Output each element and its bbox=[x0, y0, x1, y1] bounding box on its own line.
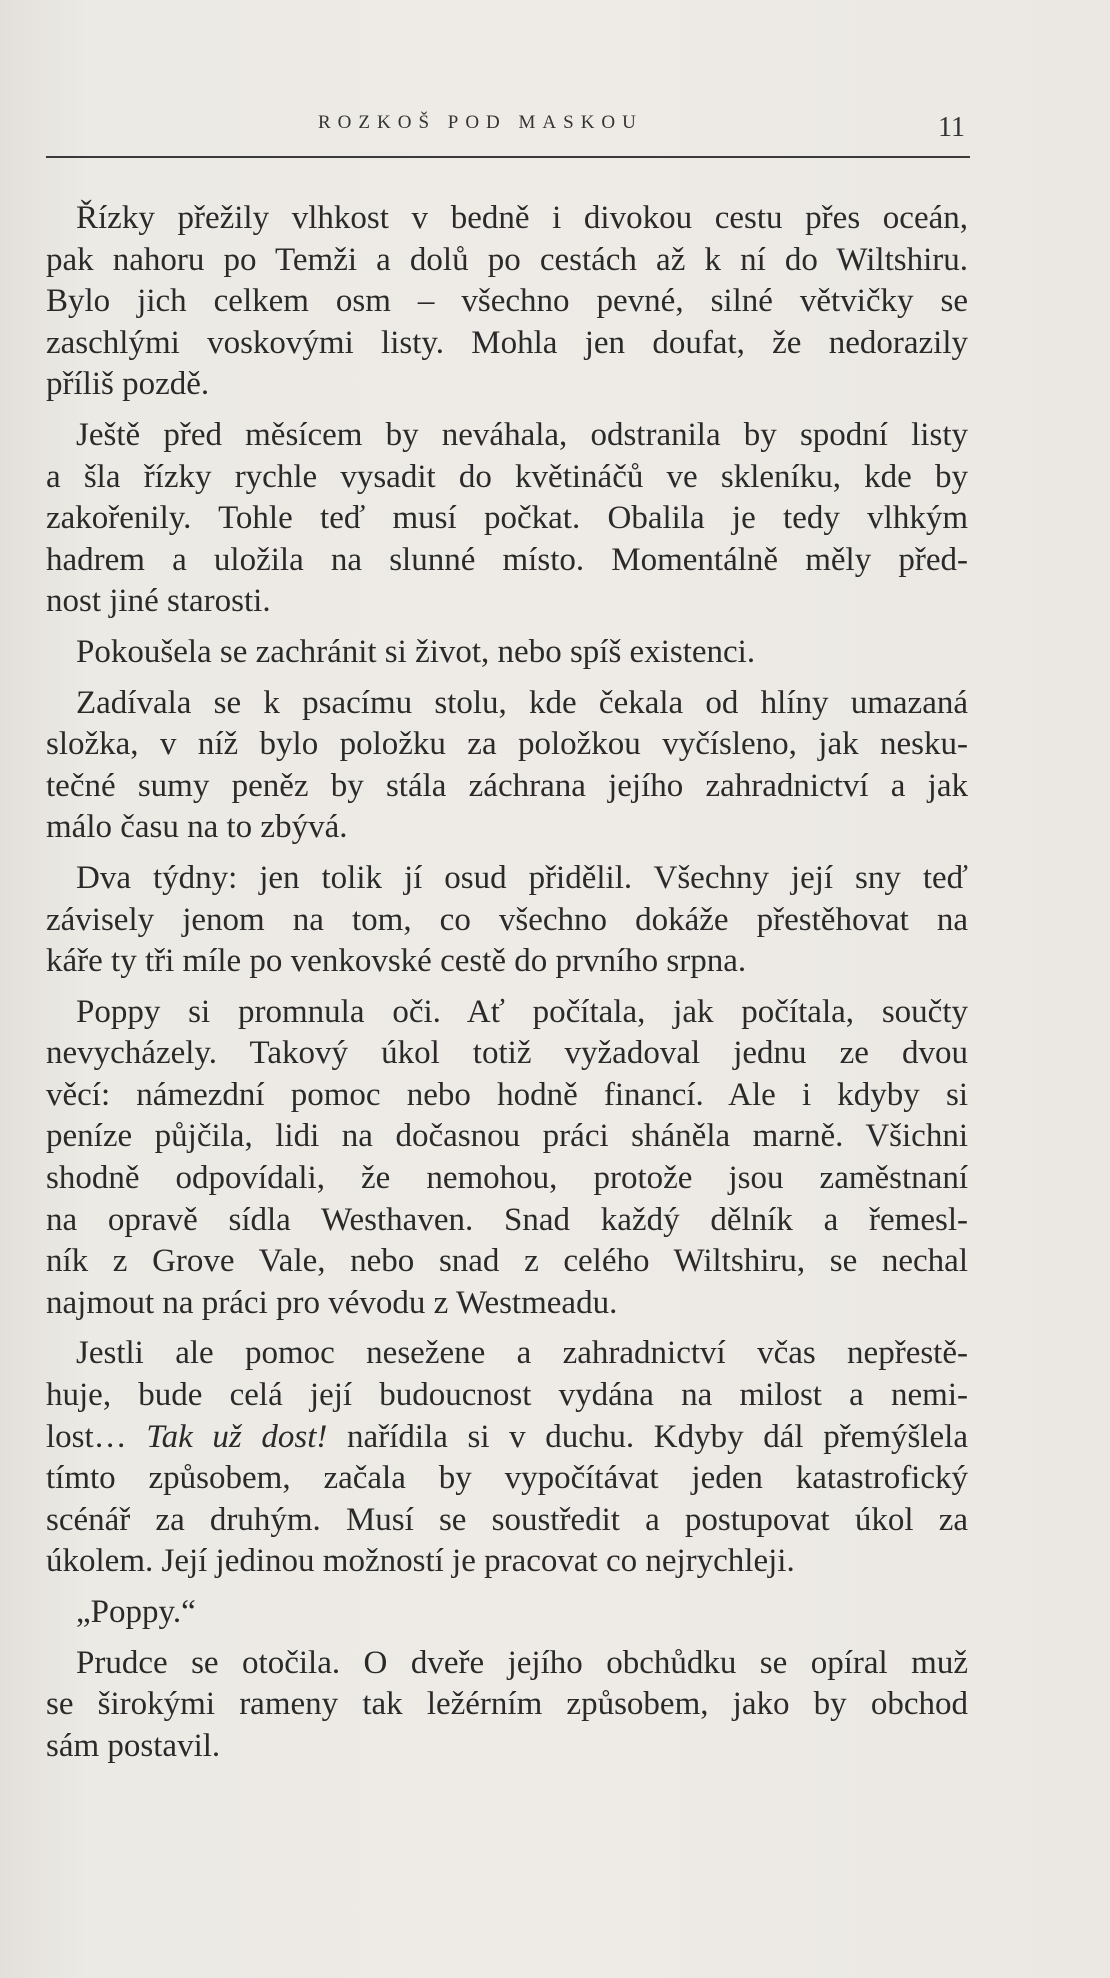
text-line: sám postavil. bbox=[46, 1727, 221, 1764]
text-line: Řízky přežily vlhkost v bedně i divokou cestu přes oceán, bbox=[76, 200, 968, 236]
text-line: Prudce se otočila. O dveře jejího obchůdku se opíral muž bbox=[76, 1644, 968, 1681]
text-line: Ještě před měsícem by neváhala, odstranila by spodní listy bbox=[76, 416, 968, 453]
text-line: scénář za druhým. Musí se soustředit a postupovat úkol za bbox=[46, 1501, 968, 1538]
paragraph-1 bbox=[46, 198, 968, 406]
text-line: Pokoušela se zachránit si život, nebo spíš existenci. bbox=[76, 633, 756, 670]
text-line: na opravě sídla Westhaven. Snad každý dělník a řemesl- bbox=[46, 1201, 968, 1238]
text-line: káře ty tři míle po venkovské cestě do prvního srpna. bbox=[46, 943, 747, 980]
text-line: a šla řízky rychle vysadit do květináčů ve skleníku, kde by bbox=[46, 458, 968, 495]
header-rule bbox=[46, 156, 970, 158]
text-line: Zadívala se k psacímu stolu, kde čekala od hlíny umazaná bbox=[76, 684, 968, 721]
text-line: málo času na to zbývá. bbox=[46, 809, 348, 846]
text-line: Bylo jich celkem osm – všechno pevné, silné větvičky se bbox=[46, 283, 968, 320]
paragraph-7 bbox=[46, 1333, 968, 1583]
page-number: 11 bbox=[938, 112, 965, 143]
text-line: úkolem. Její jedinou možností je pracovat co nejrychleji. bbox=[46, 1543, 795, 1580]
paragraph-4 bbox=[46, 683, 968, 849]
text-line: tečné sumy peněz by stála záchrana jejího zahradnictví a jak bbox=[46, 767, 968, 804]
text-line: Dva týdny: jen tolik jí osud přidělil. Všechny její sny teď bbox=[76, 859, 968, 896]
text-segment: nařídila si v duchu. Kdyby dál přemýšlela bbox=[327, 1418, 968, 1455]
text-line: se širokými rameny tak ležérním způsobem, jako by obchod bbox=[46, 1686, 968, 1723]
text-line: „Poppy.“ bbox=[76, 1594, 196, 1630]
paragraph-5 bbox=[46, 858, 968, 983]
text-segment: lost… bbox=[46, 1418, 147, 1455]
running-title: ROZKOŠ POD MASKOU bbox=[318, 112, 643, 133]
text-line: závisely jenom na tom, co všechno dokáže přestěhovat na bbox=[46, 901, 968, 938]
body-text bbox=[46, 198, 968, 1767]
text-line: najmout na práci pro vévodu z Westmeadu. bbox=[46, 1284, 618, 1321]
text-line: hadrem a uložila na slunné místo. Momentálně měly před- bbox=[46, 541, 968, 578]
text-line: ník z Grove Vale, nebo snad z celého Wiltshiru, se nechal bbox=[46, 1243, 968, 1280]
text-line: Jestli ale pomoc nesežene a zahradnictví včas nepřestě- bbox=[76, 1335, 968, 1372]
paragraph-2 bbox=[46, 415, 968, 623]
text-line: zakořenily. Tohle teď musí počkat. Obalila je tedy vlhkým bbox=[46, 500, 968, 537]
italic-phrase: Tak už dost! bbox=[146, 1418, 328, 1455]
text-line: tímto způsobem, začala by vypočítávat jeden katastrofický bbox=[46, 1460, 968, 1497]
text-line: zaschlými voskovými listy. Mohla jen doufat, že nedorazily bbox=[46, 324, 968, 361]
paragraph-6 bbox=[46, 992, 968, 1325]
text-line: věcí: námezdní pomoc nebo hodně financí. Ale i kdyby si bbox=[46, 1076, 968, 1113]
text-line: složka, v níž bylo položku za položkou vyčísleno, jak nesku- bbox=[46, 726, 968, 763]
text-line: huje, bude celá její budoucnost vydána na milost a nemi- bbox=[46, 1377, 968, 1414]
paragraph-8 bbox=[46, 1592, 968, 1634]
text-line: shodně odpovídali, že nemohou, protože jsou zaměstnaní bbox=[46, 1160, 968, 1197]
text-line: nost jiné starosti. bbox=[46, 583, 271, 620]
text-line: peníze půjčila, lidi na dočasnou práci sháněla marně. Všichni bbox=[46, 1118, 968, 1155]
text-line: pak nahoru po Temži a dolů po cestách až k ní do Wiltshiru. bbox=[46, 241, 968, 278]
text-line bbox=[46, 1417, 968, 1459]
text-line: Poppy si promnula oči. Ať počítala, jak počítala, součty bbox=[76, 993, 968, 1030]
paragraph-3 bbox=[46, 632, 968, 674]
text-line: nevycházely. Takový úkol totiž vyžadoval jednu ze dvou bbox=[46, 1035, 968, 1072]
paragraph-9 bbox=[46, 1643, 968, 1768]
text-line: příliš pozdě. bbox=[46, 366, 210, 403]
